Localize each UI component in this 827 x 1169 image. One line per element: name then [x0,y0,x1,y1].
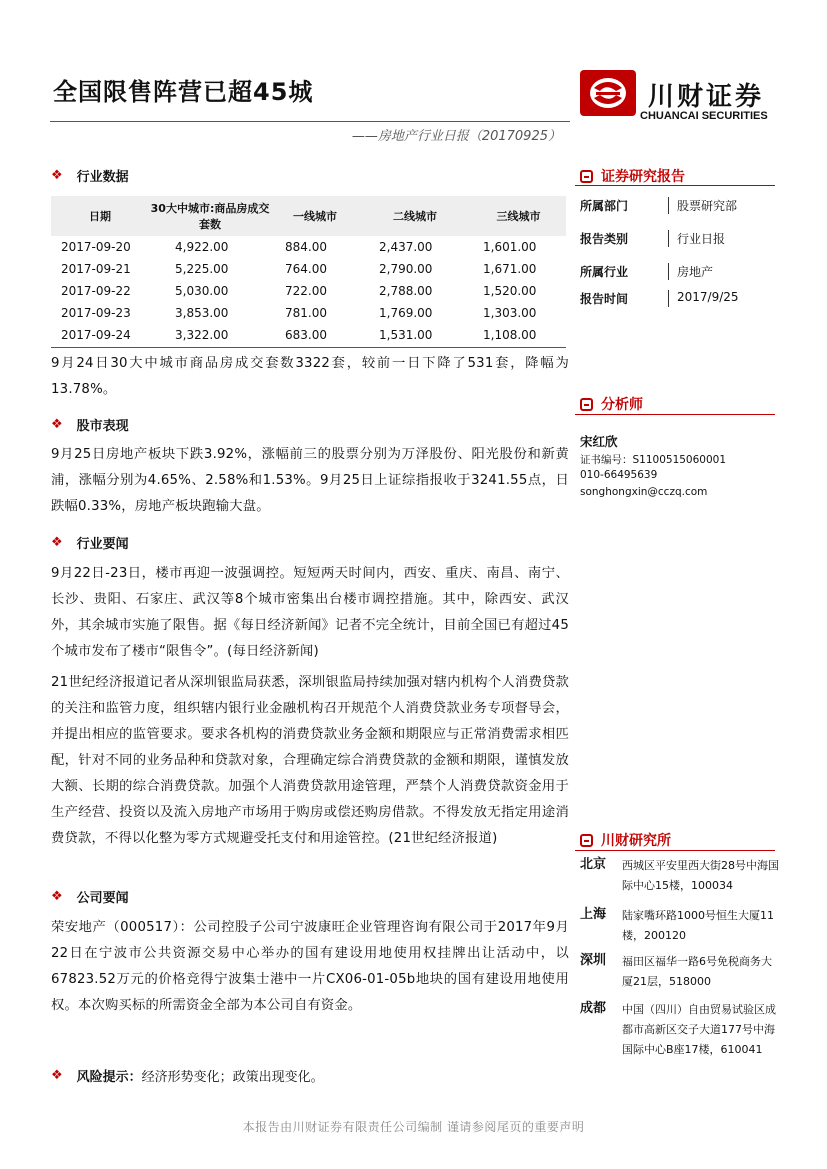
institute-heading [580,830,671,850]
table-cell: 2,790.00 [379,262,433,276]
table-row [51,236,566,258]
table-cell: 2017-09-23 [61,306,131,320]
heading-label: 川财研究所 [601,833,671,849]
table-header-cell: 日期 [51,196,149,236]
table-cell: 2017-09-20 [61,240,131,254]
meta-value: 2017/9/25 [668,290,739,307]
red-divider [575,414,775,415]
table-cell: 2017-09-22 [61,284,131,298]
section-industry-data [51,166,129,185]
section-heading: 行业要闻 [76,537,129,552]
red-divider [575,185,775,186]
table-cell: 3,322.00 [175,328,229,342]
table-row [51,302,566,324]
section-market [51,415,129,434]
industry-data-table [51,196,566,346]
brand-name: 川财证券 [648,82,765,112]
table-cell: 781.00 [285,306,327,320]
table-row [51,324,566,346]
table-cell: 2017-09-21 [61,262,131,276]
table-cell: 5,030.00 [175,284,229,298]
report-info-heading [580,166,685,186]
section-heading: 公司要闻 [76,891,129,906]
report-icon [580,170,593,183]
analyst-icon [580,398,593,411]
risk-label: 风险提示： [76,1070,142,1085]
section-heading: 股市表现 [76,419,129,434]
red-divider [575,850,775,851]
meta-key: 报告类别 [580,232,629,246]
logo-icon [580,70,636,116]
meta-date [580,290,739,307]
office-city: 上海 [580,907,607,922]
table-cell: 3,853.00 [175,306,229,320]
table-cell: 5,225.00 [175,262,229,276]
office-city: 深圳 [580,953,607,968]
table-cell: 722.00 [285,284,327,298]
table-cell: 683.00 [285,328,327,342]
table-header-cell: 一线城市 [271,196,359,236]
meta-industry [580,263,713,280]
analyst-email[interactable]: songhongxin@cczq.com [580,486,708,498]
office-city: 北京 [580,857,607,872]
table-cell: 1,769.00 [379,306,433,320]
table-row [51,258,566,280]
office-address: 中国（四川）自由贸易试验区成都市高新区交子大道177号中海国际中心B座17楼，610041 [622,1003,776,1056]
section-heading: 行业数据 [76,170,129,185]
meta-department [580,197,737,214]
section-news [51,533,129,552]
analyst-name: 宋红欣 [580,434,618,449]
table-cell: 2,437.00 [379,240,433,254]
office-city: 成都 [580,1001,607,1016]
diamond-bullet-icon: ❖ [51,417,63,432]
meta-key: 报告时间 [580,292,629,306]
meta-value: 房地产 [668,263,713,280]
page-footer: 本报告由川财证券有限责任公司编制 谨请参阅尾页的重要声明 [242,1120,585,1134]
industry-summary: 9月24日30大中城市商品房成交套数3322套，较前一日下降了531套，降幅为13.78%。 [51,356,569,397]
table-header-cell: 30大中城市:商品房成交套数 [149,196,271,236]
table-row [51,280,566,302]
heading-label: 证券研究报告 [601,169,685,185]
table-bottom-rule [51,347,566,348]
table-cell: 1,303.00 [483,306,537,320]
diamond-bullet-icon: ❖ [51,535,63,550]
diamond-bullet-icon: ❖ [51,889,63,904]
analyst-cert: 证书编号：S1100515060001 [580,454,727,466]
office-address: 西城区平安里西大街28号中海国际中心15楼，100034 [622,859,779,892]
news-paragraph-2: 21世纪经济报道记者从深圳银监局获悉，深圳银监局持续加强对辖内机构个人消费贷款的关注和监管力度，组织辖内银行业金融机构召开规范个人消费贷款业务专项督导会，并提出相应的监管要求。要求各机构的消费贷款业务金额和期限应与正常消费需求相匹配，针对不同的业务品种和贷款对象，合理确定综合消费贷款的金额和期限，谨慎发放大额、长期的综合消费贷款。加强个人消费贷款用途管理，严禁个人消费贷款资金用于生产经营、投资以及流入房地产市场用于购房或偿还购房借款。不得发放无指定用途消费贷款，不得以化整为零方式规避受托支付和用途管控。(21世纪经济报道) [51,675,569,846]
market-text: 9月25日房地产板块下跌3.92%，涨幅前三的股票分别为万泽股份、阳光股份和新黄浦，涨幅分别为4.65%、2.58%和1.53%。9月25日上证综指报收于3241.55点，日跌幅0.33%，房地产板块跑输大盘。 [51,447,569,514]
table-cell: 1,520.00 [483,284,537,298]
table-cell: 1,531.00 [379,328,433,342]
office-address: 陆家嘴环路1000号恒生大厦11楼，200120 [622,909,774,942]
heading-label: 分析师 [601,397,643,413]
table-cell: 884.00 [285,240,327,254]
page-title: 全国限售阵营已超45城 [53,78,314,106]
analyst-heading [580,394,643,414]
meta-category [580,230,725,247]
meta-value: 股票研究部 [668,197,737,214]
meta-key: 所属行业 [580,265,629,279]
risk-notice [51,1066,324,1085]
meta-key: 所属部门 [580,199,629,213]
table-header-cell: 二线城市 [359,196,471,236]
analyst-phone: 010-66495639 [580,469,658,481]
table-cell: 764.00 [285,262,327,276]
table-header-row [51,196,566,236]
table-cell: 1,671.00 [483,262,537,276]
table-cell: 2017-09-24 [61,328,131,342]
table-cell: 1,601.00 [483,240,537,254]
company-text: 荣安地产（000517）：公司控股子公司宁波康旺企业管理咨询有限公司于2017年9月22日在宁波市公共资源交易中心举办的国有建设用地使用权挂牌出让活动中，以67823.52万元的价格竞得宁波集士港中一片CX06-01-05b地块的国有建设用地使用权。本次购买标的所需资金全部为本公司自有资金。 [51,920,569,1013]
news-paragraph-1: 9月22日-23日，楼市再迎一波强调控。短短两天时间内，西安、重庆、南昌、南宁、长沙、贵阳、石家庄、武汉等8个城市密集出台楼市调控措施。其中，除西安、武汉外，其余城市实施了限售。据《每日经济新闻》记者不完全统计，目前全国已有超过45个城市发布了楼市“限售令”。(每日经济新闻) [51,566,569,659]
report-subtitle: ——房地产行业日报（20170925） [351,129,561,144]
table-cell: 2,788.00 [379,284,433,298]
header-divider [50,121,570,122]
table-header-cell: 三线城市 [471,196,566,236]
risk-text: 经济形势变化；政策出现变化。 [141,1070,324,1085]
table-cell: 4,922.00 [175,240,229,254]
section-company [51,887,129,906]
diamond-bullet-icon: ❖ [51,168,63,183]
meta-value: 行业日报 [668,230,725,247]
diamond-bullet-icon: ❖ [51,1068,63,1083]
brand-name-en: CHUANCAI SECURITIES [640,110,768,122]
office-address: 福田区福华一路6号免税商务大厦21层，518000 [622,955,772,988]
table-cell: 1,108.00 [483,328,537,342]
institute-icon [580,834,593,847]
